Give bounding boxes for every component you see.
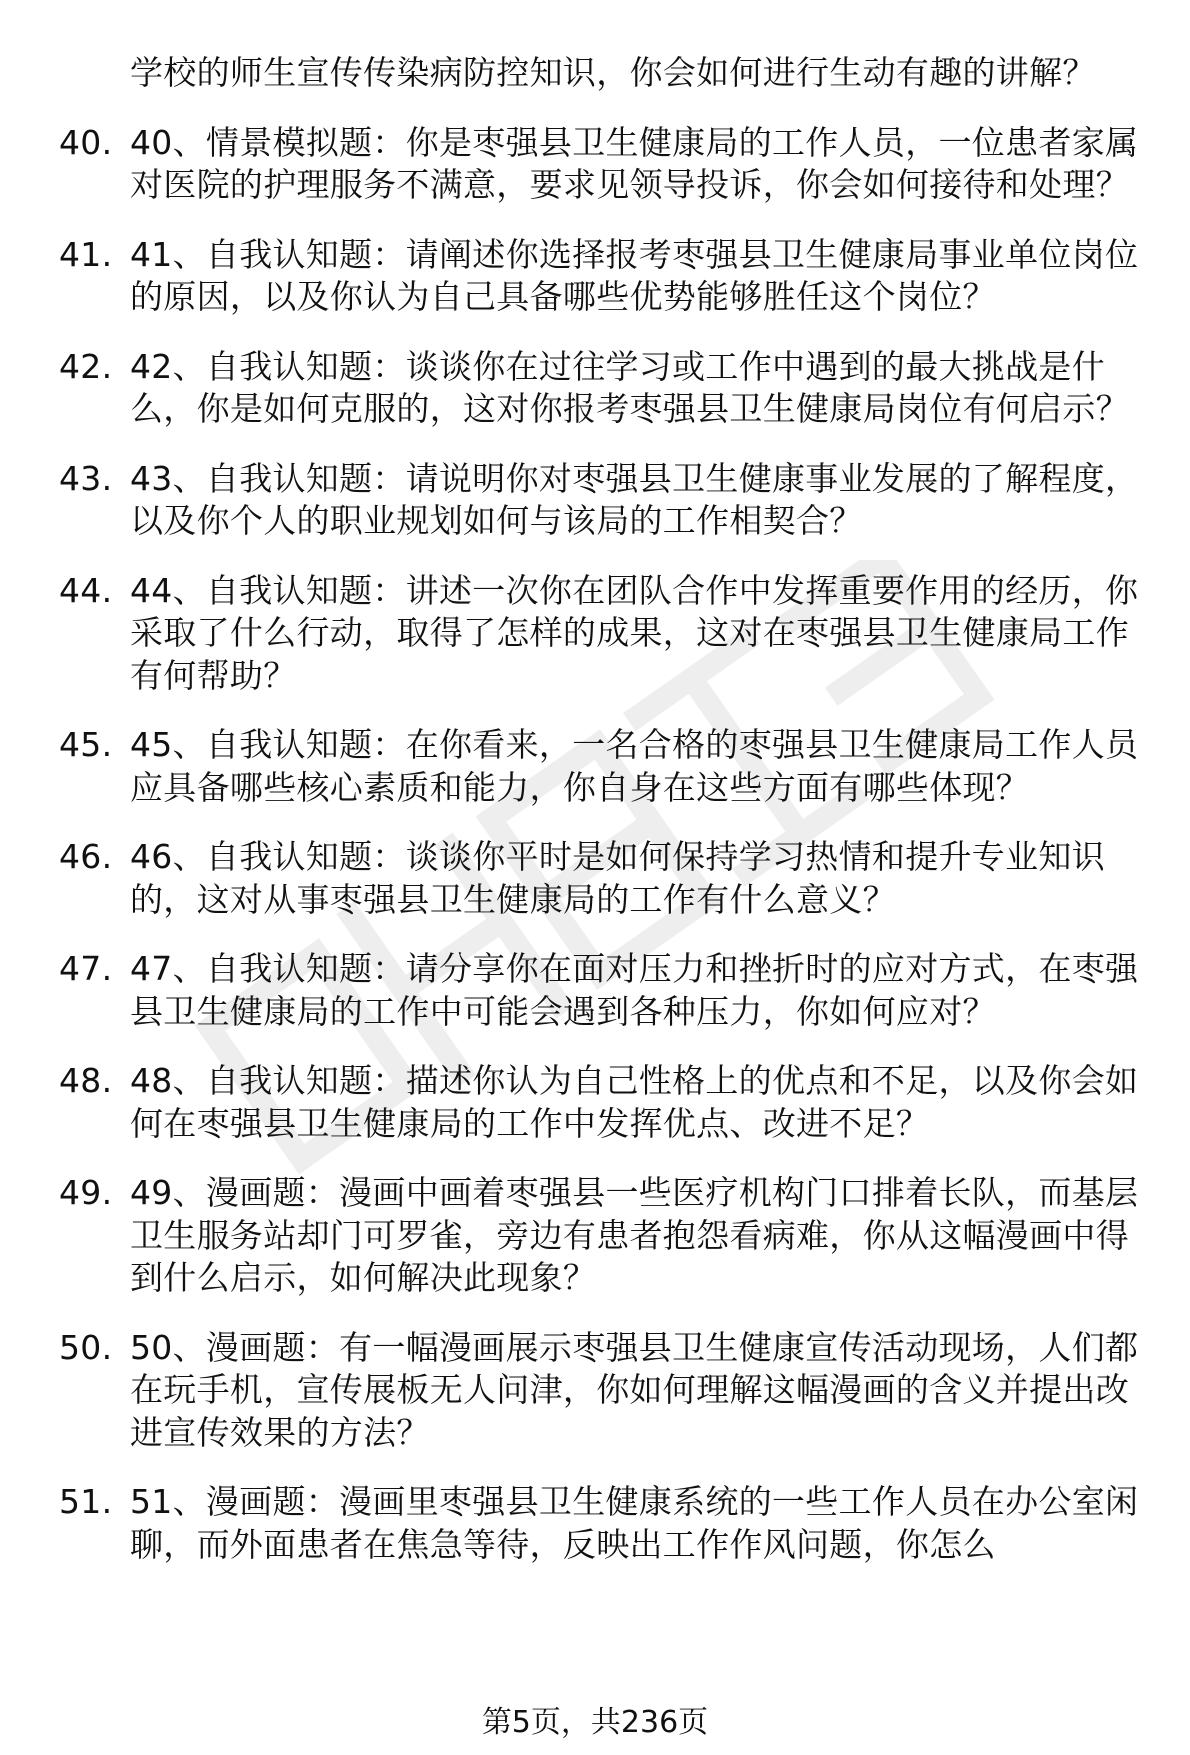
item-text: 43、自我认知题：请说明你对枣强县卫生健康事业发展的了解程度，以及你个人的职业规划如何与该局的工作相契合？ — [130, 458, 1139, 540]
item-number: 41. — [59, 234, 113, 274]
list-item — [0, 948, 1190, 1033]
item-text: 49、漫画题：漫画中画着枣强县一些医疗机构门口排着长队，而基层卫生服务站却门可罗雀，旁边有患者抱怨看病难，你从这幅漫画中得到什么启示，如何解决此现象？ — [130, 1173, 1139, 1297]
item-text: 48、自我认知题：描述你认为自己性格上的优点和不足，以及你会如何在枣强县卫生健康局的工作中发挥优点、改进不足？ — [130, 1061, 1139, 1143]
list-item — [0, 52, 1190, 95]
list-item — [0, 458, 1190, 543]
page-footer: 第5页，共236页 — [481, 1705, 709, 1740]
list-item — [0, 570, 1190, 698]
list-item — [0, 122, 1190, 207]
item-number: 45. — [59, 725, 113, 764]
list-item — [0, 1327, 1190, 1455]
item-text: 47、自我认知题：请分享你在面对压力和挫折时的应对方式，在枣强县卫生健康局的工作中可能会遇到各种压力，你如何应对？ — [130, 949, 1139, 1031]
item-number: 51. — [59, 1482, 113, 1521]
item-number: 48. — [59, 1061, 113, 1100]
list-item — [0, 1060, 1190, 1145]
item-text: 51、漫画题：漫画里枣强县卫生健康系统的一些工作人员在办公室闲聊，而外面患者在焦急等待，反映出工作作风问题，你怎么 — [130, 1482, 1139, 1564]
item-number: 47. — [59, 949, 113, 988]
item-text: 45、自我认知题：在你看来，一名合格的枣强县卫生健康局工作人员应具备哪些核心素质和能力，你自身在这些方面有哪些体现？ — [130, 725, 1139, 807]
item-text: 46、自我认知题：谈谈你平时是如何保持学习热情和提升专业知识的，这对从事枣强县卫生健康局的工作有什么意义？ — [130, 837, 1105, 919]
item-text: 学校的师生宣传传染病防控知识，你会如何进行生动有趣的讲解？ — [130, 53, 1096, 92]
item-number: 40. — [59, 122, 113, 162]
list-item — [0, 346, 1190, 431]
list-item — [0, 724, 1190, 809]
item-number: 49. — [59, 1173, 113, 1212]
item-number: 43. — [59, 458, 113, 498]
question-list — [0, 52, 1190, 1593]
item-text: 41、自我认知题：请阐述你选择报考枣强县卫生健康局事业单位岗位的原因，以及你认为自己具备哪些优势能够胜任这个岗位？ — [130, 234, 1139, 316]
list-item — [0, 1481, 1190, 1566]
item-number: 50. — [59, 1327, 113, 1367]
item-text: 42、自我认知题：谈谈你在过往学习或工作中遇到的最大挑战是什么，你是如何克服的，这对你报考枣强县卫生健康局岗位有何启示？ — [130, 346, 1129, 428]
list-item — [0, 1172, 1190, 1300]
item-text: 50、漫画题：有一幅漫画展示枣强县卫生健康宣传活动现场，人们都在玩手机，宣传展板无人问津，你如何理解这幅漫画的含义并提出改进宣传效果的方法？ — [130, 1327, 1139, 1452]
item-number: 42. — [59, 346, 113, 386]
list-item — [0, 234, 1190, 319]
item-number: 44. — [59, 570, 113, 610]
item-text: 40、情景模拟题：你是枣强县卫生健康局的工作人员，一位患者家属对医院的护理服务不满意，要求见领导投诉，你会如何接待和处理？ — [130, 122, 1139, 204]
item-number: 46. — [59, 837, 113, 876]
item-text: 44、自我认知题：讲述一次你在团队合作中发挥重要作用的经历，你采取了什么行动，取得了怎样的成果，这对在枣强县卫生健康局工作有何帮助？ — [130, 570, 1139, 695]
list-item — [0, 836, 1190, 921]
